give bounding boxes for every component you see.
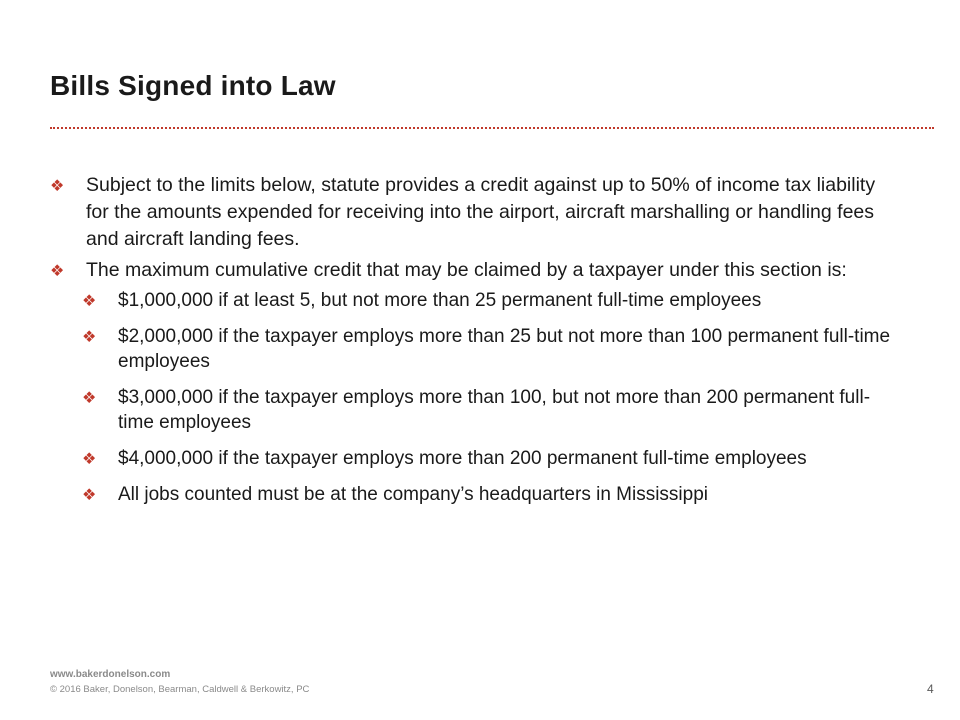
footer-copyright: © 2016 Baker, Donelson, Bearman, Caldwell & Berkowitz, PC [50, 684, 310, 695]
bullet-text: $1,000,000 if at least 5, but not more than 25 permanent full-time employees [118, 290, 762, 311]
page-number: 4 [927, 682, 934, 696]
bullet-text: $2,000,000 if the taxpayer employs more than 25 but not more than 100 permanent full-time employees [118, 326, 891, 372]
diamond-bullet-icon: ❖ [50, 261, 65, 280]
diamond-bullet-icon: ❖ [50, 176, 65, 195]
title-divider [50, 127, 934, 129]
diamond-bullet-icon: ❖ [82, 449, 97, 468]
bullet-list [50, 172, 900, 518]
footer-website: www.bakerdonelson.com [50, 669, 171, 680]
diamond-bullet-icon: ❖ [82, 327, 97, 346]
sub-bullet-item [82, 385, 900, 435]
diamond-bullet-icon: ❖ [82, 485, 97, 504]
bullet-item [50, 172, 900, 253]
slide-title: Bills Signed into Law [50, 70, 336, 101]
bullet-text: Subject to the limits below, statute provides a credit against up to 50% of income tax liability for the amounts expended for receiving into the airport, aircraft marshalling or handling fees and aircraft landing fees. [86, 174, 876, 250]
diamond-bullet-icon: ❖ [82, 291, 97, 310]
bullet-text: $3,000,000 if the taxpayer employs more than 100, but not more than 200 permanent full-time employees [118, 387, 871, 433]
sub-bullet-item [82, 324, 900, 374]
bullet-item [50, 257, 900, 284]
bullet-text: All jobs counted must be at the company’s headquarters in Mississippi [118, 484, 709, 505]
sub-bullet-item [82, 482, 900, 507]
sub-bullet-item [82, 446, 900, 471]
diamond-bullet-icon: ❖ [82, 388, 97, 407]
sub-bullet-item [82, 288, 900, 313]
bullet-text: The maximum cumulative credit that may be claimed by a taxpayer under this section is: [86, 259, 847, 281]
bullet-text: $4,000,000 if the taxpayer employs more than 200 permanent full-time employees [118, 448, 807, 469]
